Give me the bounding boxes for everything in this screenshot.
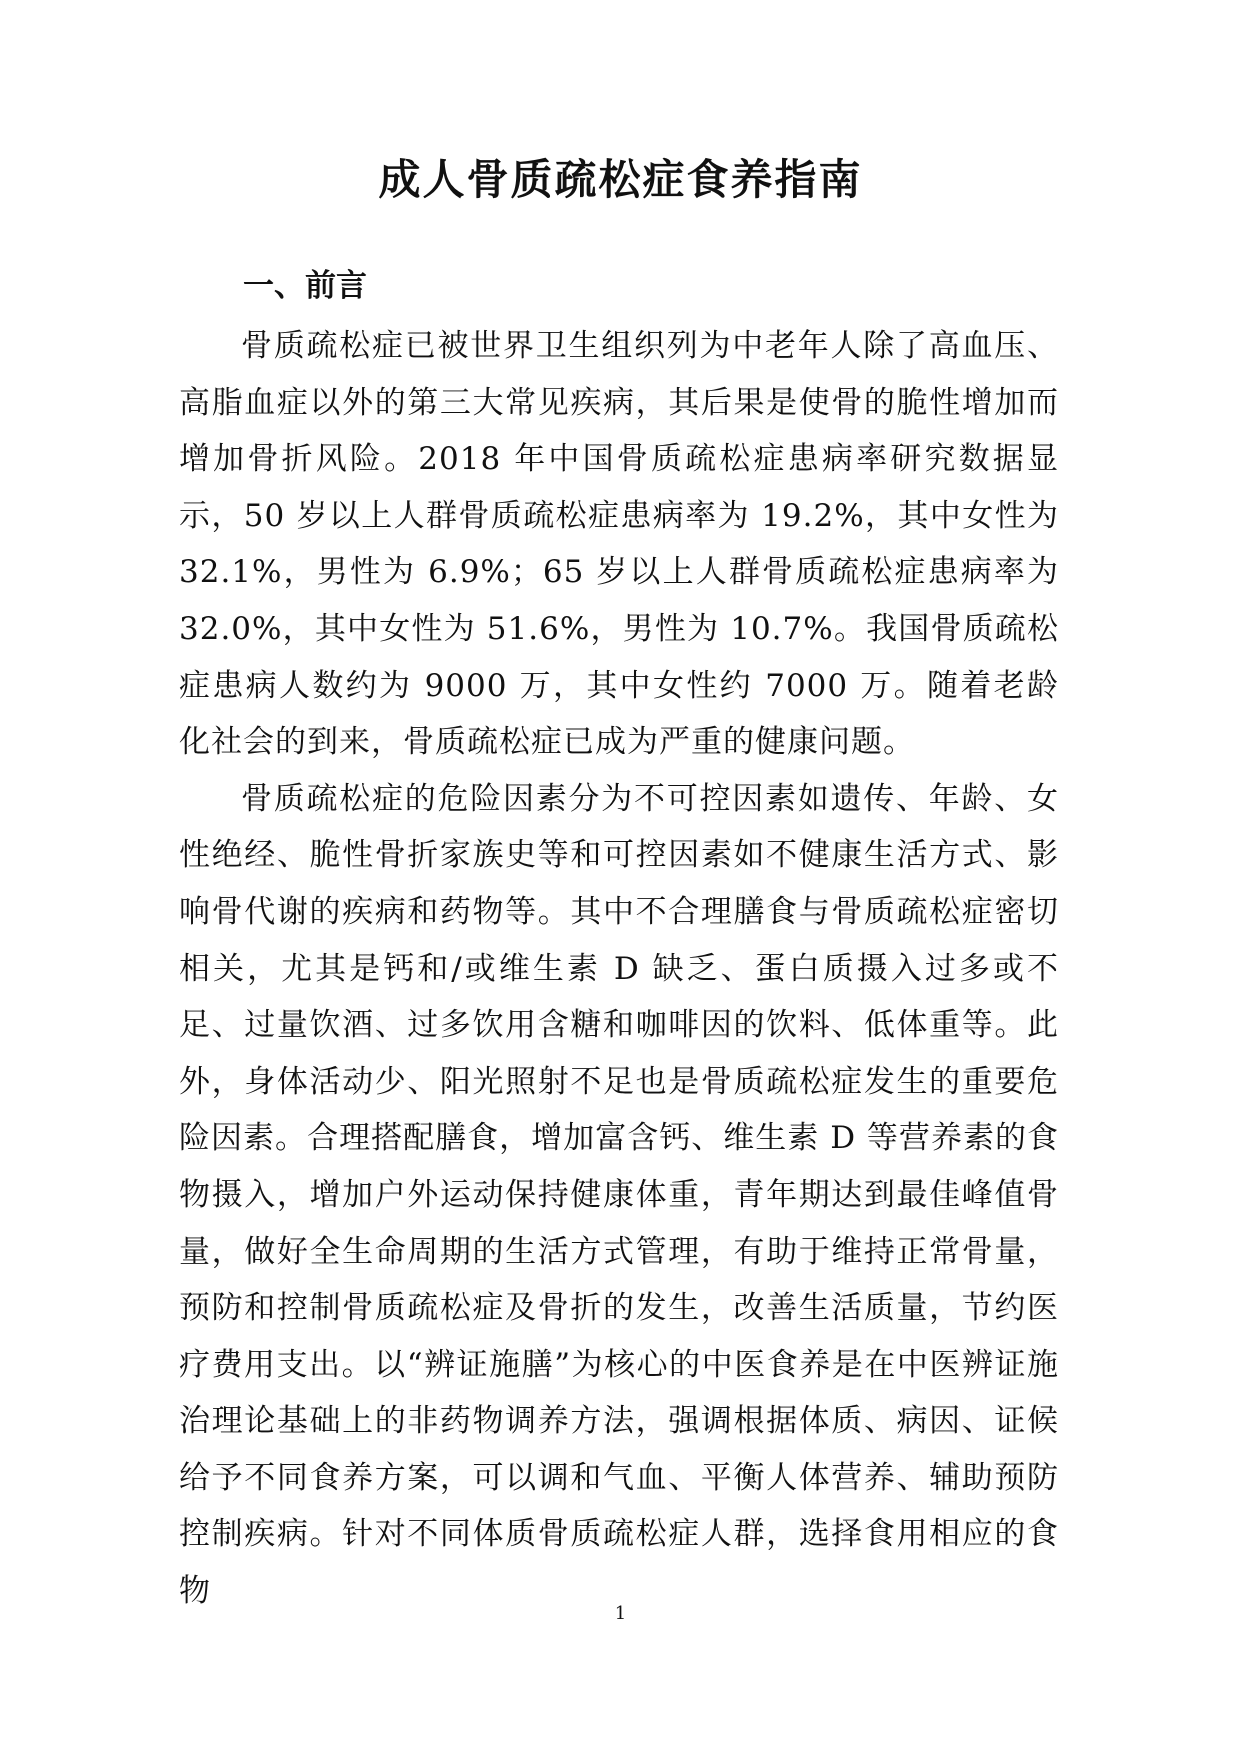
paragraph: 骨质疏松症已被世界卫生组织列为中老年人除了高血压、高脂血症以外的第三大常见疾病，其后果是使骨的脆性增加而增加骨折风险。2018 年中国骨质疏松症患病率研究数据显示，50 岁以上人群骨质疏松症患病率为 19.2%，其中女性为 32.1%，男性为 6.9%；65 岁以上人群骨质疏松症患病率为 32.0%，其中女性为 51.6%，男性为 10.7%。我国骨质疏松症患病人数约为 9000 万，其中女性约 7000 万。随着老龄化社会的到来，骨质疏松症已成为严重的健康问题。 bbox=[179, 328, 1059, 761]
page-number: 1 bbox=[614, 1603, 627, 1624]
paragraph: 骨质疏松症的危险因素分为不可控因素如遗传、年龄、女性绝经、脆性骨折家族史等和可控因素如不健康生活方式、影响骨代谢的疾病和药物等。其中不合理膳食与骨质疏松症密切相关，尤其是钙和/或维生素 D 缺乏、蛋白质摄入过多或不足、过量饮酒、过多饮用含糖和咖啡因的饮料、低体重等。此外，身体活动少、阳光照射不足也是骨质疏松症发生的重要危险因素。合理搭配膳食，增加富含钙、维生素 D 等营养素的食物摄入，增加户外运动保持健康体重，青年期达到最佳峰值骨量，做好全生命周期的生活方式管理，有助于维持正常骨量，预防和控制骨质疏松症及骨折的发生，改善生活质量，节约医疗费用支出。以“辨证施膳”为核心的中医食养是在中医辨证施治理论基础上的非药物调养方法，强调根据体质、病因、证候给予不同食养方案，可以调和气血、平衡人体营养、辅助预防控制疾病。针对不同体质骨质疏松症人群，选择食用相应的食物 bbox=[179, 780, 1059, 1610]
document-title: 成人骨质疏松症食养指南 bbox=[378, 155, 863, 204]
section-heading: 一、前言 bbox=[243, 268, 367, 304]
body-text bbox=[179, 318, 1059, 1620]
